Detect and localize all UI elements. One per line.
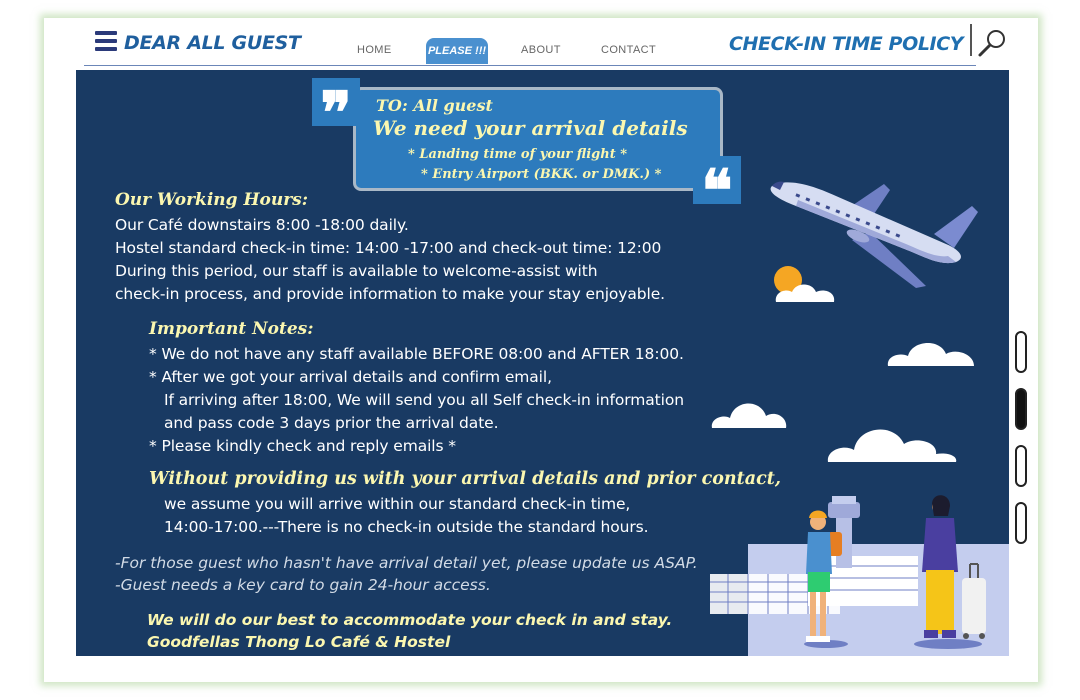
nav-contact[interactable]: CONTACT (601, 44, 657, 56)
bubble-headline: We need your arrival details (373, 116, 688, 140)
header-rule (84, 65, 976, 66)
cloud-icon (824, 412, 960, 464)
note-line: * After we got your arrival details and confirm email, (149, 368, 552, 386)
notice-panel (76, 70, 1009, 656)
footnote-line: -For those guest who hasn't have arrival detail yet, please update us ASAP. (115, 554, 698, 572)
warning-line: 14:00-17:00.---There is no check-in outside the standard hours. (164, 518, 649, 536)
close-quote-icon: ❝ (693, 156, 741, 204)
note-line: * Please kindly check and reply emails * (149, 437, 456, 455)
working-hours-heading: Our Working Hours: (115, 190, 309, 210)
brand-title: DEAR ALL GUEST (124, 32, 301, 54)
page-indicator[interactable] (1015, 331, 1027, 373)
note-line: * We do not have any staff available BEFORE 08:00 and AFTER 18:00. (149, 345, 684, 363)
search-icon[interactable] (976, 28, 1008, 58)
nav-home[interactable]: HOME (357, 44, 392, 56)
working-hours-line: Hostel standard check-in time: 14:00 -17:00 and check-out time: 12:00 (115, 239, 662, 257)
open-quote-icon: ❞ (312, 78, 360, 126)
footnote-line: -Guest needs a key card to gain 24-hour access. (115, 576, 491, 594)
working-hours-line: During this period, our staff is available to welcome-assist with (115, 262, 598, 280)
hamburger-menu-icon[interactable] (95, 31, 117, 51)
cloud-icon (884, 332, 978, 368)
note-line: If arriving after 18:00, We will send you all Self check-in information (164, 391, 684, 409)
closing-line: We will do our best to accommodate your check in and stay. (147, 611, 673, 629)
working-hours-line: Our Café downstairs 8:00 -18:00 daily. (115, 216, 409, 234)
note-line: and pass code 3 days prior the arrival date. (164, 414, 499, 432)
closing-signature: Goodfellas Thong Lo Café & Hostel (147, 633, 451, 651)
header-divider (970, 24, 972, 56)
nav-please[interactable]: PLEASE !!! (426, 38, 488, 64)
page-indicator[interactable] (1015, 502, 1027, 544)
airport-travelers-illustration (708, 474, 1009, 656)
warning-heading: Without providing us with your arrival details and prior contact, (149, 469, 781, 489)
page-indicator[interactable] (1015, 445, 1027, 487)
bubble-line-airport: * Entry Airport (BKK. or DMK.) * (421, 167, 662, 182)
working-hours-line: check-in process, and provide information to make your stay enjoyable. (115, 285, 665, 303)
cloud-icon (708, 390, 790, 430)
page-title: CHECK-IN TIME POLICY (729, 33, 964, 55)
page-indicator-active[interactable] (1015, 388, 1027, 430)
nav-about[interactable]: ABOUT (521, 44, 561, 56)
bubble-line-flight: * Landing time of your flight * (408, 147, 628, 162)
warning-line: we assume you will arrive within our standard check-in time, (164, 495, 631, 513)
sun-cloud-icon (770, 264, 850, 304)
bubble-to: TO: All guest (376, 96, 493, 115)
important-notes-heading: Important Notes: (149, 319, 314, 339)
